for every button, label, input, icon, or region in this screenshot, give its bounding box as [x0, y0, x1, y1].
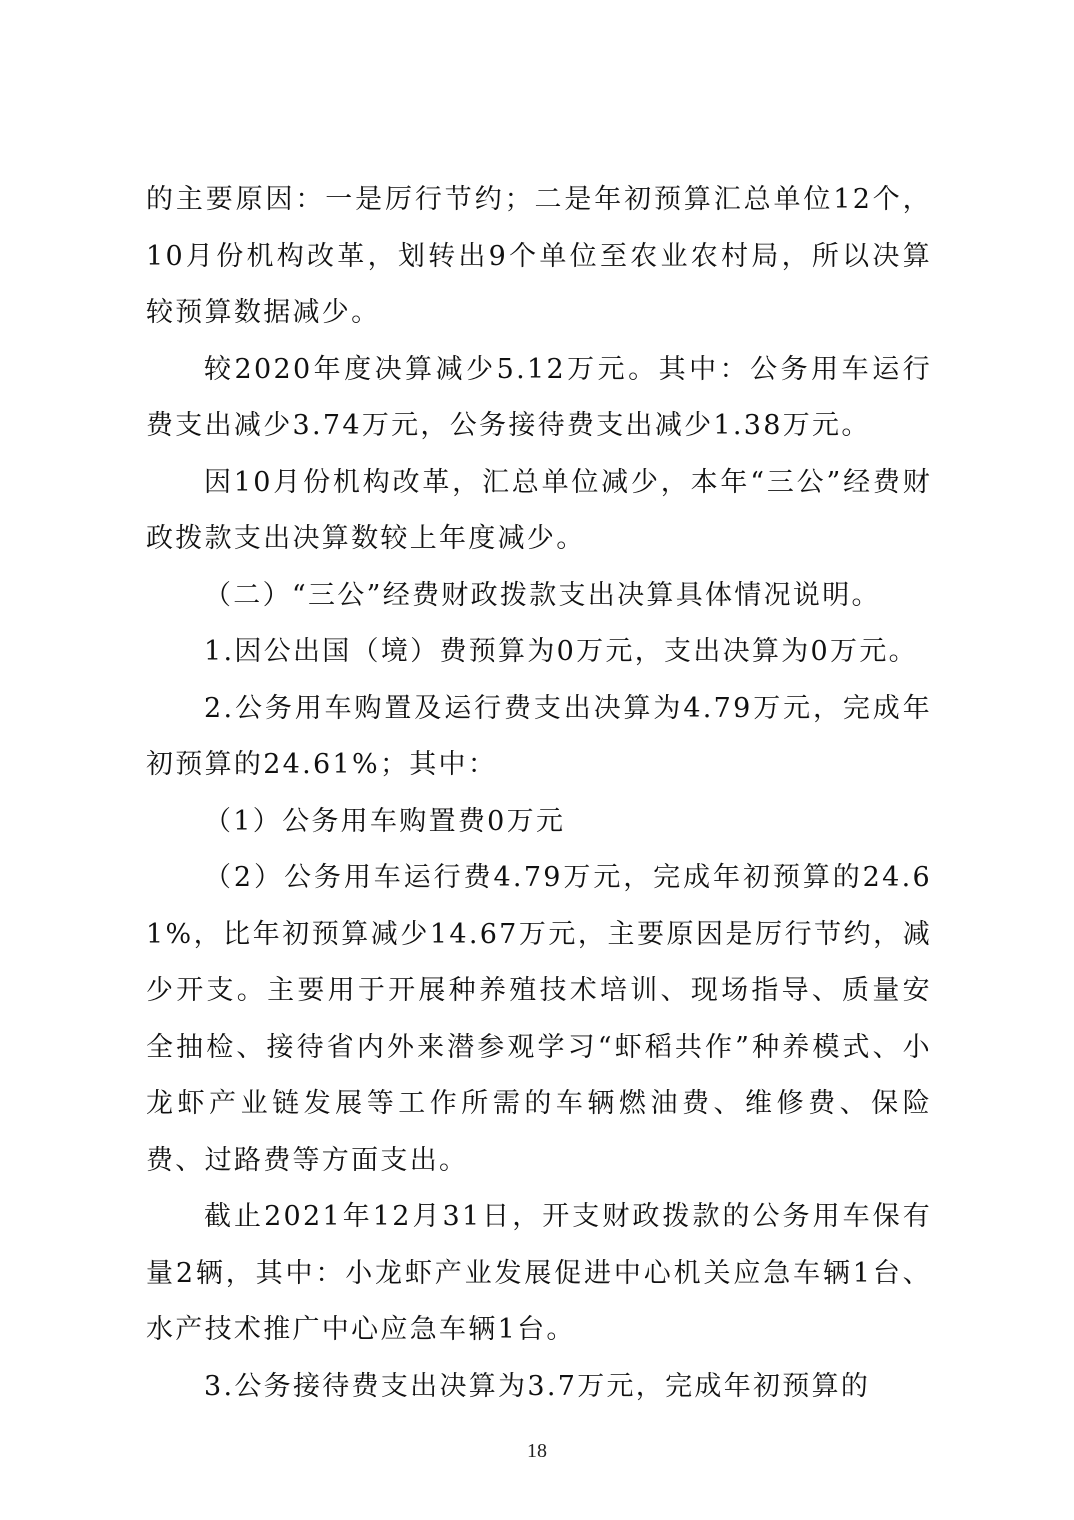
paragraph-3: 因10月份机构改革，汇总单位减少，本年“三公”经费财政拨款支出决算数较上年度减少。 — [146, 466, 932, 554]
paragraph-vehicle-count: 截止2021年12月31日，开支财政拨款的公务用车保有量2辆，其中：小龙虾产业发展促进中心机关应急车辆1台、水产技术推广中心应急车辆1台。 — [146, 1201, 932, 1345]
section-heading: （二）“三公”经费财政拨款支出决算具体情况说明。 — [204, 579, 881, 611]
paragraph-item-1: 1.因公出国（境）费预算为0万元，支出决算为0万元。 — [204, 636, 918, 667]
paragraph-1: 的主要原因：一是厉行节约；二是年初预算汇总单位12个，10月份机构改革，划转出9个单位至农业农村局，所以决算较预算数据减少。 — [146, 184, 932, 328]
paragraph-2: 较2020年度决算减少5.12万元。其中：公务用车运行费支出减少3.74万元，公务接待费支出减少1.38万元。 — [146, 353, 932, 441]
paragraph-item-3: 3.公务接待费支出决算为3.7万元，完成年初预算的 — [204, 1370, 871, 1402]
paragraph-subitem-2: （2）公务用车运行费4.79万元，完成年初预算的24.61%，比年初预算减少14.67万元，主要原因是厉行节约，减少开支。主要用于开展种养殖技术培训、现场指导、质量安全抽检、接待省内外来潜参观学习“虾稻共作”种养模式、小龙虾产业链发展等工作所需的车辆燃油费、维修费、保险费、过路费等方面支出。 — [146, 862, 932, 1176]
paragraph-item-2: 2.公务用车购置及运行费支出决算为4.79万元，完成年初预算的24.61%；其中： — [146, 692, 932, 780]
body-text — [146, 172, 932, 1415]
paragraph-subitem-1: （1）公务用车购置费0万元 — [204, 805, 566, 837]
page-number: 18 — [527, 1440, 547, 1462]
